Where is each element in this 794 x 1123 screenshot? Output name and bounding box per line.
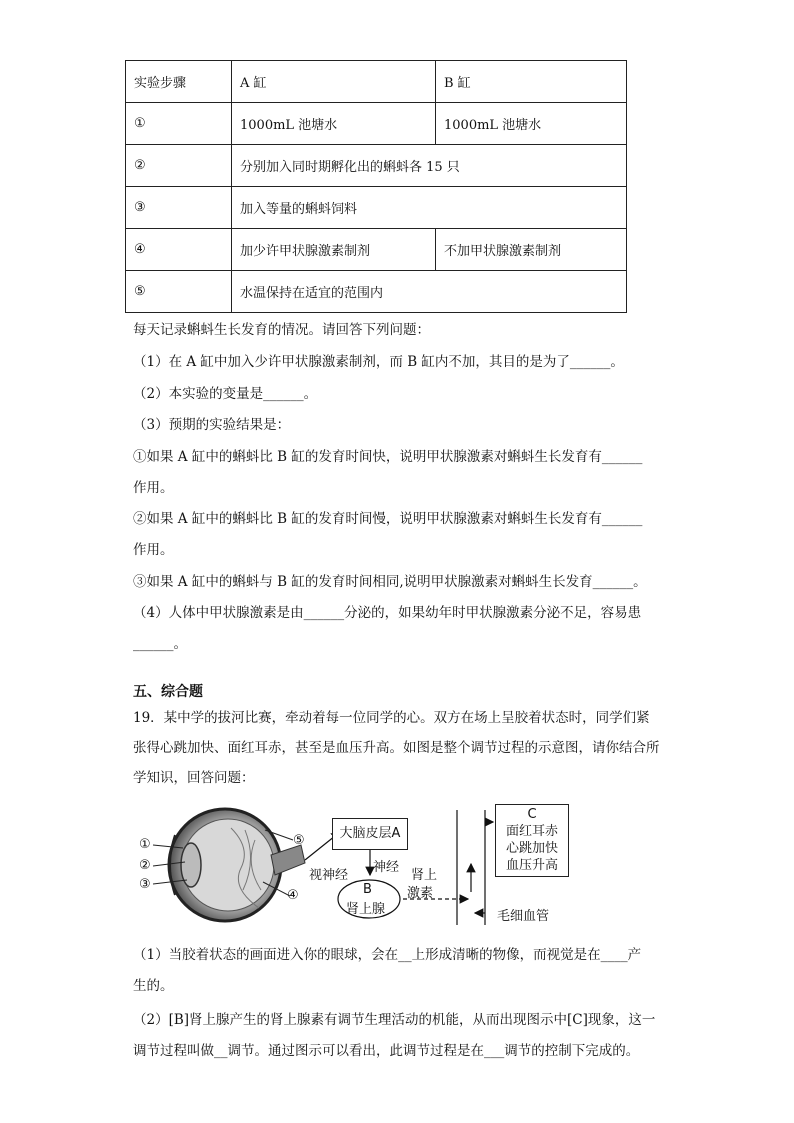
regulation-diagram [135, 800, 575, 930]
table-cell-merged: 分别加入同时期孵化出的蝌蚪各 15 只 [232, 145, 627, 187]
box-c-item: 血压升高 [505, 858, 558, 873]
box-c-title: C [527, 807, 537, 822]
q18-result-2-cont: 作用。 [133, 542, 174, 558]
eye-label-1: ① [139, 837, 151, 852]
table-header-cell: B 缸 [436, 61, 627, 103]
eye-label-4: ④ [287, 888, 299, 903]
q18-question-4: （4）人体中甲状腺激素是由______分泌的，如果幼年时甲状腺激素分泌不足，容易患 [133, 605, 642, 621]
q19-question-1-cont: 生的。 [133, 978, 174, 994]
table-header-cell: 实验步骤 [126, 61, 232, 103]
table-row [126, 103, 627, 145]
table-cell-step: ⑤ [126, 271, 232, 313]
eye-label-3: ③ [139, 877, 151, 892]
table-row [126, 187, 627, 229]
hormone-label-2: 激素 [407, 886, 434, 901]
q18-result-3: ③如果 A 缸中的蝌蚪与 B 缸的发育时间相同,说明甲状腺激素对蝌蚪生长发育______。 [133, 574, 647, 590]
q19-question-2-cont: 调节过程叫做__调节。通过图示可以看出，此调节过程是在___调节的控制下完成的。 [133, 1043, 640, 1059]
adrenal-label: 肾上腺 [346, 902, 386, 917]
table-cell-b: 不加甲状腺激素制剂 [436, 229, 627, 271]
q19-question-1: （1）当胶着状态的画面进入你的眼球，会在__上形成清晰的物像，而视觉是在____产 [133, 947, 642, 963]
hormone-label-1: 肾上 [411, 868, 438, 883]
table-cell-step: ② [126, 145, 232, 187]
cerebral-cortex-box: 大脑皮层A [332, 818, 408, 850]
q18-intro: 每天记录蝌蚪生长发育的情况。请回答下列问题： [133, 322, 430, 338]
table-header-row [126, 61, 627, 103]
q18-result-1-cont: 作用。 [133, 480, 174, 496]
q18-question-3: （3）预期的实验结果是： [133, 417, 291, 433]
section-title: 五、综合题 [133, 684, 203, 700]
capillary-label: 毛细血管 [497, 909, 550, 924]
q19-question-2: （2）[B]肾上腺产生的肾上腺素有调节生理活动的机能，从而出现图示中[C]现象，这一 [133, 1012, 656, 1028]
table-row [126, 229, 627, 271]
table-cell-merged: 水温保持在适宜的范围内 [232, 271, 627, 313]
table-cell-step: ③ [126, 187, 232, 229]
table-row [126, 271, 627, 313]
optic-nerve-label: 视神经 [309, 868, 349, 883]
eye-label-5: ⑤ [293, 833, 305, 848]
box-c-item: 心跳加快 [505, 841, 558, 856]
eyeball-illustration [169, 809, 305, 921]
nerve-label: 神经 [373, 860, 400, 875]
q18-question-1: （1）在 A 缸中加入少许甲状腺激素制剂，而 B 缸内不加，其目的是为了______。 [133, 354, 624, 370]
q19-text: 19．某中学的拔河比赛，牵动着每一位同学的心。双方在场上呈胶着状态时，同学们紧张得心跳加快、面红耳赤，甚至是血压升高。如图是整个调节过程的示意图，请你结合所学知识，回答问题： [133, 710, 660, 786]
effects-box-c [495, 804, 569, 877]
q18-question-2: （2）本实验的变量是______。 [133, 386, 318, 402]
table-header-cell: A 缸 [232, 61, 436, 103]
table-row [126, 145, 627, 187]
adrenal-label-b: B [363, 882, 372, 897]
table-cell-a: 加少许甲状腺激素制剂 [232, 229, 436, 271]
q18-result-2: ②如果 A 缸中的蝌蚪比 B 缸的发育时间慢，说明甲状腺激素对蝌蚪生长发育有______ [133, 511, 643, 527]
q18-result-1: ①如果 A 缸中的蝌蚪比 B 缸的发育时间快，说明甲状腺激素对蝌蚪生长发育有______ [133, 449, 643, 465]
table-cell-a: 1000mL 池塘水 [232, 103, 436, 145]
table-cell-step: ① [126, 103, 232, 145]
table-cell-b: 1000mL 池塘水 [436, 103, 627, 145]
experiment-table [125, 60, 627, 313]
q18-question-4-cont: ______。 [133, 636, 187, 652]
table-cell-step: ④ [126, 229, 232, 271]
box-c-item: 面红耳赤 [505, 824, 558, 839]
table-cell-merged: 加入等量的蝌蚪饲料 [232, 187, 627, 229]
eye-label-2: ② [139, 858, 151, 873]
